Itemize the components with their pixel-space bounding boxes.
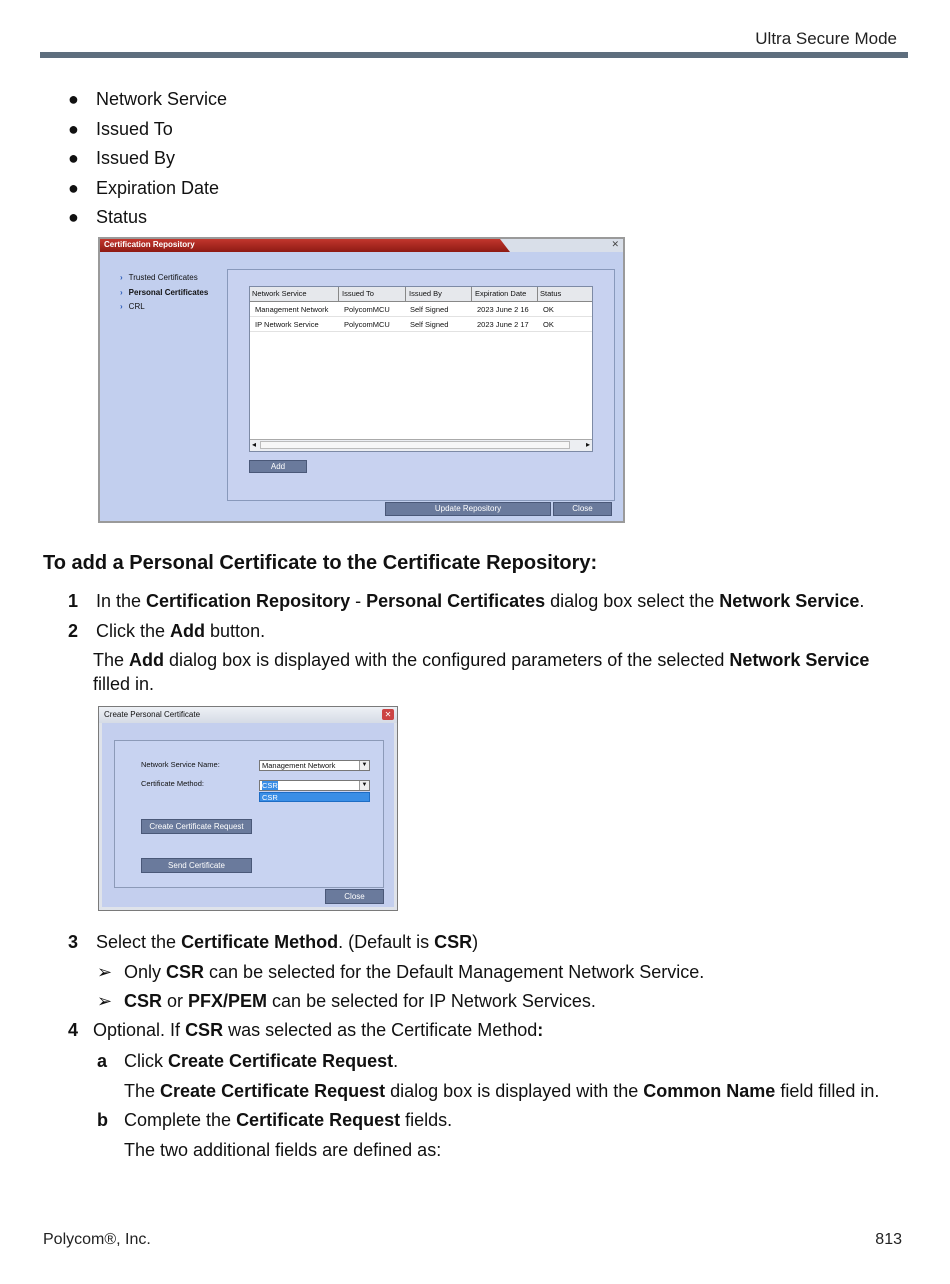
- dropdown-option[interactable]: CSR: [259, 792, 370, 802]
- tree-item-crl[interactable]: › CRL: [120, 302, 145, 311]
- close-icon[interactable]: ✕: [611, 239, 619, 249]
- step-2-text: Click the Add button.: [96, 621, 266, 641]
- chevron-right-icon: ›: [120, 273, 123, 282]
- add-button[interactable]: Add: [249, 460, 307, 473]
- close-button[interactable]: Close: [553, 502, 612, 516]
- certificates-table: Network Service Issued To Issued By Expiration Date Status Management Network PolycomMCU Self Signed 2023 June 2 16 OK IP Network Service PolycomMCU Self Signed 2023 June 2 17 OK ◂ ▸: [249, 286, 593, 452]
- chevron-right-icon: ›: [120, 288, 123, 297]
- create-personal-certificate-dialog: [98, 706, 398, 911]
- step-3-sub-a: Only CSR can be selected for the Default Management Network Service.: [124, 962, 705, 982]
- arrow-bullet-icon: ➢: [97, 962, 113, 982]
- network-service-select[interactable]: Management Network ▼: [259, 760, 370, 771]
- scroll-left-icon: ◂: [252, 440, 257, 449]
- step-number: 4: [68, 1020, 79, 1040]
- method-label: Certificate Method:: [141, 779, 204, 788]
- col-issued-by[interactable]: Issued By: [409, 289, 442, 298]
- col-expiration-date[interactable]: Expiration Date: [475, 289, 527, 298]
- list-item: ● Expiration Date: [68, 178, 220, 198]
- dropdown-arrow-icon: ▼: [359, 781, 369, 790]
- send-certificate-button[interactable]: Send Certificate: [141, 858, 252, 873]
- step-1-text: In the Certification Repository - Personal Certificates dialog box select the Network Service.: [96, 591, 865, 611]
- dialog-titlebar: [100, 239, 623, 252]
- sub-step-a-note: The Create Certificate Request dialog box is displayed with the Common Name field filled in.: [124, 1081, 880, 1101]
- scroll-right-icon: ▸: [585, 440, 590, 449]
- dialog-titlebar: [99, 707, 397, 723]
- arrow-bullet-icon: ➢: [97, 991, 113, 1011]
- close-icon[interactable]: ✕: [382, 709, 394, 720]
- close-button[interactable]: Close: [325, 889, 384, 904]
- tree-item-personal[interactable]: › Personal Certificates: [120, 288, 209, 297]
- list-item: ● Status: [68, 207, 148, 227]
- step-number: 3: [68, 932, 79, 952]
- step-number: 2: [68, 621, 79, 641]
- step-number: 1: [68, 591, 79, 611]
- dialog-title: Certification Repository: [104, 240, 195, 249]
- sub-step-letter: a: [97, 1051, 108, 1071]
- section-title: Ultra Secure Mode: [755, 29, 897, 48]
- personal-certificates-panel: [227, 269, 615, 501]
- chevron-right-icon: ›: [120, 302, 123, 311]
- sub-step-b-text: Complete the Certificate Request fields.: [124, 1110, 453, 1130]
- certification-repository-dialog: [98, 237, 625, 523]
- sub-step-b-note: The two additional fields are defined as:: [124, 1140, 442, 1160]
- dialog-title: Create Personal Certificate: [104, 710, 201, 719]
- service-label: Network Service Name:: [141, 760, 220, 769]
- create-certificate-request-button[interactable]: Create Certificate Request: [141, 819, 252, 834]
- header-rule: [40, 52, 908, 58]
- step-3-sub-b: CSR or PFX/PEM can be selected for IP Network Services.: [124, 991, 596, 1011]
- dialog-content: [114, 740, 384, 888]
- list-item: ● Issued By: [68, 148, 176, 168]
- procedure-heading: To add a Personal Certificate to the Certificate Repository:: [43, 552, 598, 574]
- step-4-text: Optional. If CSR was selected as the Certificate Method:: [93, 1020, 544, 1040]
- table-header: [250, 287, 592, 302]
- col-network-service[interactable]: Network Service: [252, 289, 307, 298]
- tree-item-trusted[interactable]: › Trusted Certificates: [120, 273, 198, 282]
- col-issued-to[interactable]: Issued To: [342, 289, 374, 298]
- list-item: ● Network Service: [68, 89, 228, 109]
- dropdown-arrow-icon: ▼: [359, 761, 369, 770]
- footer-company: Polycom®, Inc.: [43, 1231, 151, 1248]
- sub-step-a-text: Click Create Certificate Request.: [124, 1051, 399, 1071]
- update-repository-button[interactable]: Update Repository: [385, 502, 551, 516]
- certificate-method-select[interactable]: CSR ▼: [259, 780, 370, 791]
- step-3-text: Select the Certificate Method. (Default is CSR): [96, 932, 479, 952]
- step-2-note: The Add dialog box is displayed with the configured parameters of the selected Network Service filled in.: [93, 650, 870, 694]
- page-number: 813: [875, 1231, 902, 1248]
- col-status[interactable]: Status: [540, 289, 562, 298]
- horizontal-scrollbar[interactable]: [250, 439, 592, 451]
- list-item: ● Issued To: [68, 119, 173, 139]
- sub-step-letter: b: [97, 1110, 108, 1130]
